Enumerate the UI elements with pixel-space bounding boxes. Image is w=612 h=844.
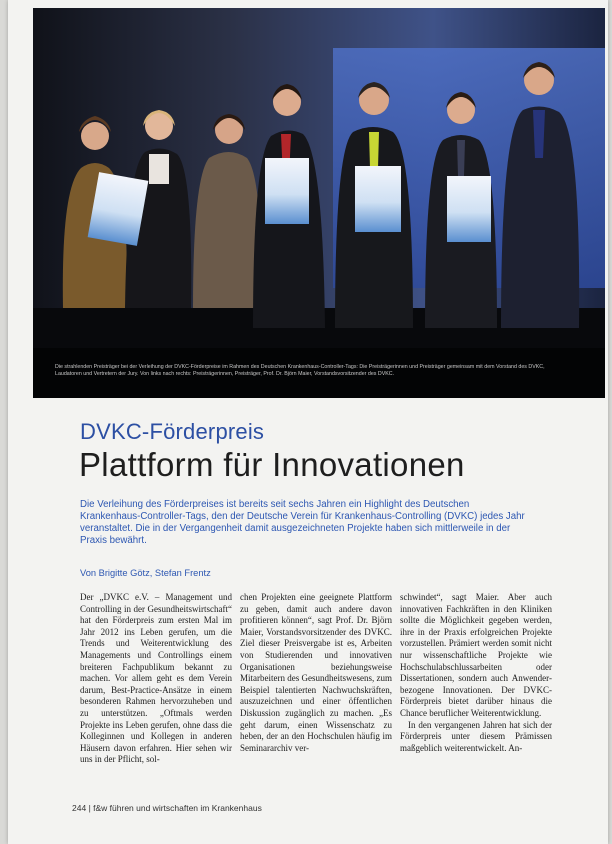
article-lead: Die Verleihung des Förderpreises ist bereits seit sechs Jahren ein Highlight des Deutschen Krankenhaus-Controller-Tags, den der Deutsche Verein für Krankenhaus-Controlling (DVKC) jedes Jahr veranstaltet. Die in der Vergangenheit damit ausgezeichneten Projekte haben sich mittlerweile in der Praxis bewährt. (80, 499, 525, 546)
magazine-page (8, 0, 608, 844)
page-footer (72, 803, 262, 813)
page-number: 244 (72, 803, 87, 813)
award-photo-illustration (33, 8, 605, 398)
body-column-1: Der „DVKC e.V. – Management und Controlling in der Gesundheitswirtschaft“ hat den Förderpreis zum ersten Mal im Jahr 2012 ins Leben gerufen, um die Trends und Weiterentwicklung des Managements und Controllings einem breiteren Fachpublikum bekannt zu machen. Vor allem geht es dem Verein darum, Best-Practice-Ansätze in einem besonderen Rahmen hervorzuheben und zu unterstützen. „Oftmals werden Projekte ins Leben gerufen, ohne dass die Kolleginnen und Kollegen in anderen Häusern davon erfahren. Hier sehen wir uns in der Pflicht, sol- (80, 592, 232, 765)
article-authors: Von Brigitte Götz, Stefan Frentz (80, 568, 211, 578)
photo-caption: Die strahlenden Preisträger bei der Verleihung der DVKC-Förderpreise im Rahmen des Deutschen Krankenhaus-Controller-Tags: Die Preisträgerinnen und Preisträger gemeinsam mit dem Vorstand des DVKC, Laudatoren und Vertretern der Jury. Von links nach rechts: Preisträgerinnen, Preisträger, Prof. Dr. Björn Maier, Vorstandsvorsitzender des DVKC. (55, 364, 545, 377)
publication-name: f&w führen und wirtschaften im Krankenhaus (93, 803, 262, 813)
award-photo (33, 8, 605, 398)
article-title: Plattform für Innovationen (79, 446, 465, 483)
certificate-2 (265, 158, 309, 224)
body-column-3 (400, 592, 552, 754)
body-column-2: chen Projekten eine geeignete Plattform zu geben, damit auch andere davon profitieren können“, sagt Prof. Dr. Björn Maier, Vorstandsvorsitzender des DVKC. Ziel dieser Preisvergabe ist es, Arbeiten von Studierenden und innovativen Organisationen beziehungsweise Mitarbeitern des Gesundheitswesens, zum Beispiel talentierten Nachwuchskräften, auszuzeichnen und einer öffentlichen Diskussion zugänglich zu machen. „Es geht darum, einen Wissenschatz zu heben, der an den Hochschulen häufig im Seminararchiv ver- (240, 592, 392, 753)
footer-separator: | (88, 803, 94, 813)
body-column-3-paragraph-2: In den vergangenen Jahren hat sich der Förderpreis unter diesem Prämissen maßgeblich weiterentwickelt. An- (400, 719, 552, 753)
certificate-4 (447, 176, 491, 242)
certificate-3 (355, 166, 401, 232)
article-kicker: DVKC-Förderpreis (80, 419, 265, 444)
body-column-3-paragraph-1: schwindet“, sagt Maier. Aber auch innovativen Fachkräften in den Kliniken sollte die Möglichkeit gegeben werden, ihre in der Praxis erfolgreichen Projekte vorzustellen. Prämiert werden somit nicht nur wissenschaftliche Projekte wie Hochschulabschlussarbeiten oder Dissertationen, sondern auch Anwender-bezogene Innovationen. Der DVKC-Förderpreis bietet darüber hinaus die Chance beruflicher Weiterentwicklung. (400, 592, 552, 718)
